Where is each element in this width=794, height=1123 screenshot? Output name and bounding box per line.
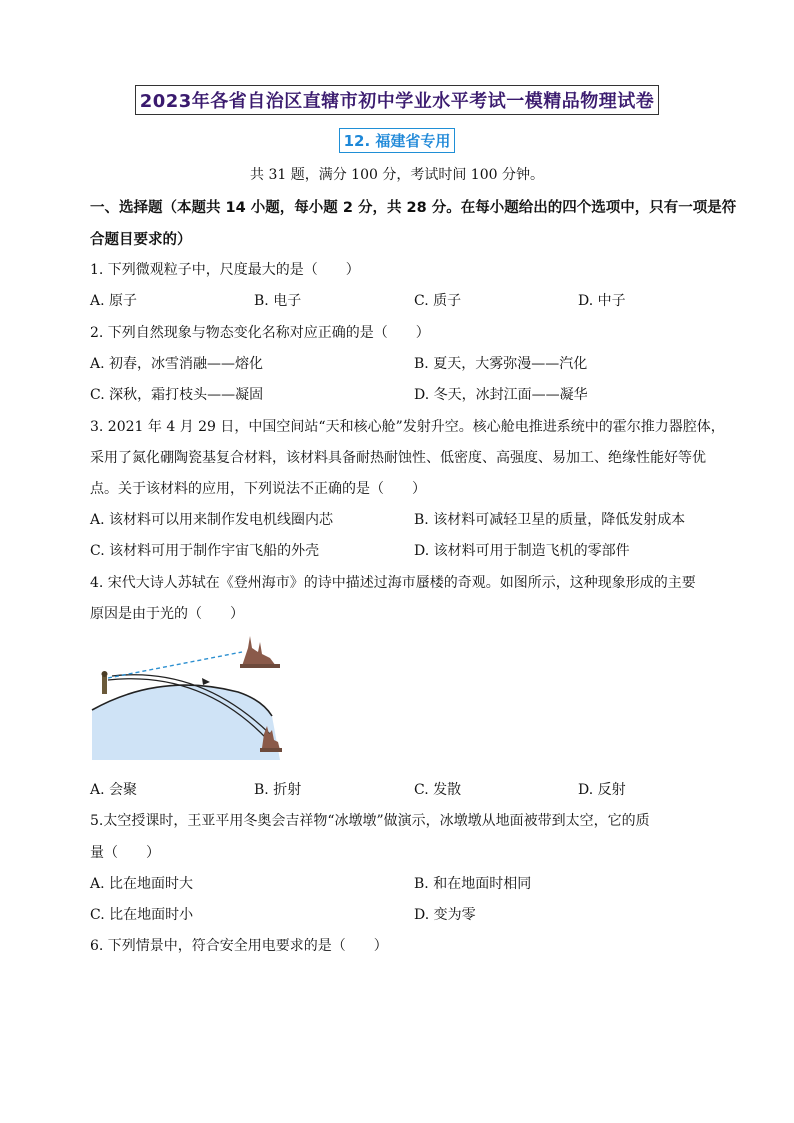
- sight-line: [108, 652, 242, 678]
- q1-option-c[interactable]: C. 质子: [414, 293, 462, 309]
- section-heading-cont: 合题目要求的）: [90, 232, 192, 248]
- q3-option-c[interactable]: C. 该材料可用于制作宇宙飞船的外壳: [90, 543, 320, 559]
- q5-option-c[interactable]: C. 比在地面时小: [90, 907, 194, 923]
- q5-option-d[interactable]: D. 变为零: [414, 907, 476, 923]
- q4-option-a[interactable]: A. 会聚: [90, 782, 138, 798]
- observer-head-icon: [102, 671, 108, 677]
- question-5-stem-line1: 5.太空授课时，王亚平用冬奥会吉祥物“冰墩墩”做演示，冰墩墩从地面被带到太空，它的质: [90, 813, 650, 829]
- q2-option-b[interactable]: B. 夏天，大雾弥漫——汽化: [414, 356, 588, 372]
- question-6-stem: 6. 下列情景中，符合安全用电要求的是（ ）: [90, 938, 388, 954]
- question-3-stem-line1: 3. 2021 年 4 月 29 日，中国空间站“天和核心舱”发射升空。核心舱电推进系统中的霍尔推力器腔体，: [90, 419, 725, 435]
- mirage-city-icon: [240, 636, 280, 668]
- q5-option-a[interactable]: A. 比在地面时大: [90, 876, 194, 892]
- q3-option-b[interactable]: B. 该材料可减轻卫星的质量，降低发射成本: [414, 512, 686, 528]
- q1-option-a[interactable]: A. 原子: [90, 293, 138, 309]
- q1-option-b[interactable]: B. 电子: [254, 293, 302, 309]
- observer-icon: [102, 676, 107, 694]
- q5-option-b[interactable]: B. 和在地面时相同: [414, 876, 532, 892]
- q4-option-d[interactable]: D. 反射: [578, 782, 626, 798]
- mirage-figure: [90, 630, 290, 760]
- section-heading: 一、选择题（本题共 14 小题，每小题 2 分，共 28 分。在每小题给出的四个选项中，只有一项是符: [90, 200, 737, 216]
- question-5-stem-line2: 量（ ）: [90, 845, 160, 861]
- question-3-stem-line2: 采用了氮化硼陶瓷基复合材料，该材料具备耐热耐蚀性、低密度、高强度、易加工、绝缘性能好等优: [90, 450, 706, 466]
- q3-option-a[interactable]: A. 该材料可以用来制作发电机线圈内芯: [90, 512, 334, 528]
- exam-info: 共 31 题，满分 100 分，考试时间 100 分钟。: [250, 167, 544, 183]
- q2-option-c[interactable]: C. 深秋，霜打枝头——凝固: [90, 387, 264, 403]
- exam-subtitle: 12. 福建省专用: [339, 128, 456, 153]
- q4-option-b[interactable]: B. 折射: [254, 782, 302, 798]
- exam-title: 2023年各省自治区直辖市初中学业水平考试一模精品物理试卷: [135, 85, 660, 115]
- q1-option-d[interactable]: D. 中子: [578, 293, 626, 309]
- q4-option-c[interactable]: C. 发散: [414, 782, 462, 798]
- question-4-stem-line2: 原因是由于光的（ ）: [90, 606, 244, 622]
- arrow-icon: [202, 678, 210, 685]
- q2-option-d[interactable]: D. 冬天，冰封江面——凝华: [414, 387, 588, 403]
- question-3-stem-line3: 点。关于该材料的应用，下列说法不正确的是（ ）: [90, 481, 426, 497]
- question-2-stem: 2. 下列自然现象与物态变化名称对应正确的是（ ）: [90, 325, 430, 341]
- q2-option-a[interactable]: A. 初春，冰雪消融——熔化: [90, 356, 264, 372]
- question-1-stem: 1. 下列微观粒子中，尺度最大的是（ ）: [90, 262, 360, 278]
- q3-option-d[interactable]: D. 该材料可用于制造飞机的零部件: [414, 543, 630, 559]
- question-4-stem-line1: 4. 宋代大诗人苏轼在《登州海市》的诗中描述过海市蜃楼的奇观。如图所示，这种现象形成的主要: [90, 575, 696, 591]
